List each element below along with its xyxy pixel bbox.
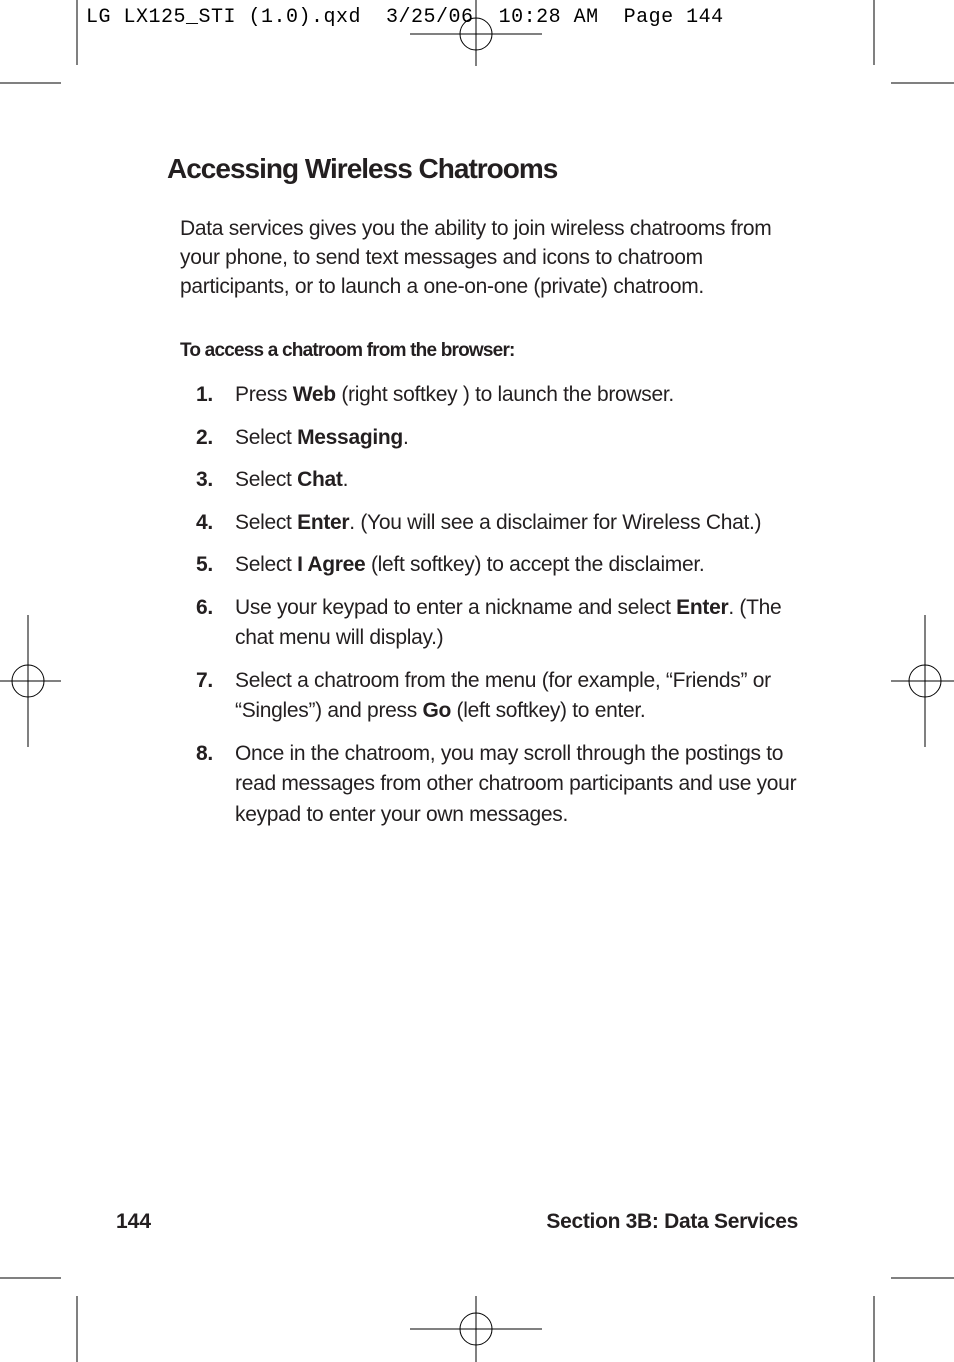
step-item bbox=[196, 465, 806, 496]
step-text: Select bbox=[235, 468, 298, 491]
step-keyword: Messaging bbox=[297, 425, 403, 449]
step-text: . bbox=[402, 425, 409, 449]
step-text: . bbox=[342, 468, 349, 491]
steps-list bbox=[196, 380, 806, 842]
step-text: . (You will see a disclaimer for Wireless Chat.) bbox=[349, 510, 762, 534]
step-keyword: Chat bbox=[297, 468, 343, 491]
step-keyword: Enter bbox=[676, 595, 729, 619]
step-item bbox=[196, 666, 806, 727]
step-text: (right softkey ) to launch the browser. bbox=[335, 383, 674, 406]
intro-paragraph: Data services gives you the ability to join wireless chatrooms from your phone, to send text messages and icons to chatroom participants, or to launch a one-on-one (private) chatroom. bbox=[180, 217, 772, 298]
step-text: Select bbox=[235, 510, 298, 534]
step-keyword: I Agree bbox=[297, 553, 366, 576]
step-item bbox=[196, 739, 806, 831]
step-item bbox=[196, 380, 806, 411]
step-text: (left softkey) to enter. bbox=[451, 699, 646, 722]
step-keyword: Go bbox=[422, 699, 452, 722]
step-text: (left softkey) to accept the disclaimer. bbox=[365, 553, 705, 576]
step-item bbox=[196, 550, 806, 581]
procedure-heading: To access a chatroom from the browser: bbox=[180, 340, 515, 361]
step-text: Press bbox=[235, 383, 293, 406]
step-number: 2. bbox=[196, 425, 213, 449]
step-number: 4. bbox=[196, 510, 213, 534]
step-number: 6. bbox=[196, 595, 213, 619]
step-text: Use your keypad to enter a nickname and select bbox=[235, 595, 677, 619]
step-item bbox=[196, 423, 806, 454]
step-number: 5. bbox=[196, 553, 213, 576]
print-slug-line: LG LX125_STI (1.0).qxd 3/25/06 10:28 AM Page 144 bbox=[86, 6, 724, 29]
page-number: 144 bbox=[116, 1210, 152, 1233]
step-text: Select bbox=[235, 553, 298, 576]
step-text: Once in the chatroom, you may scroll through the postings to read messages from other chatroom participants and use your keypad to enter your own messages. bbox=[235, 741, 797, 826]
step-item bbox=[196, 593, 806, 654]
section-label: Section 3B: Data Services bbox=[546, 1210, 798, 1233]
step-keyword: Enter bbox=[297, 510, 350, 534]
page-title: Accessing Wireless Chatrooms bbox=[167, 153, 558, 184]
step-text: . (The chat menu will display.) bbox=[235, 595, 782, 649]
step-keyword: Web bbox=[292, 383, 336, 406]
step-text: Select a chatroom from the menu (for example, “Friends” or “Singles”) and press bbox=[235, 668, 771, 722]
step-number: 7. bbox=[196, 668, 213, 692]
step-text: Select bbox=[235, 425, 298, 449]
step-number: 8. bbox=[196, 741, 213, 765]
step-number: 3. bbox=[196, 468, 213, 491]
step-item bbox=[196, 508, 806, 539]
step-number: 1. bbox=[196, 383, 213, 406]
